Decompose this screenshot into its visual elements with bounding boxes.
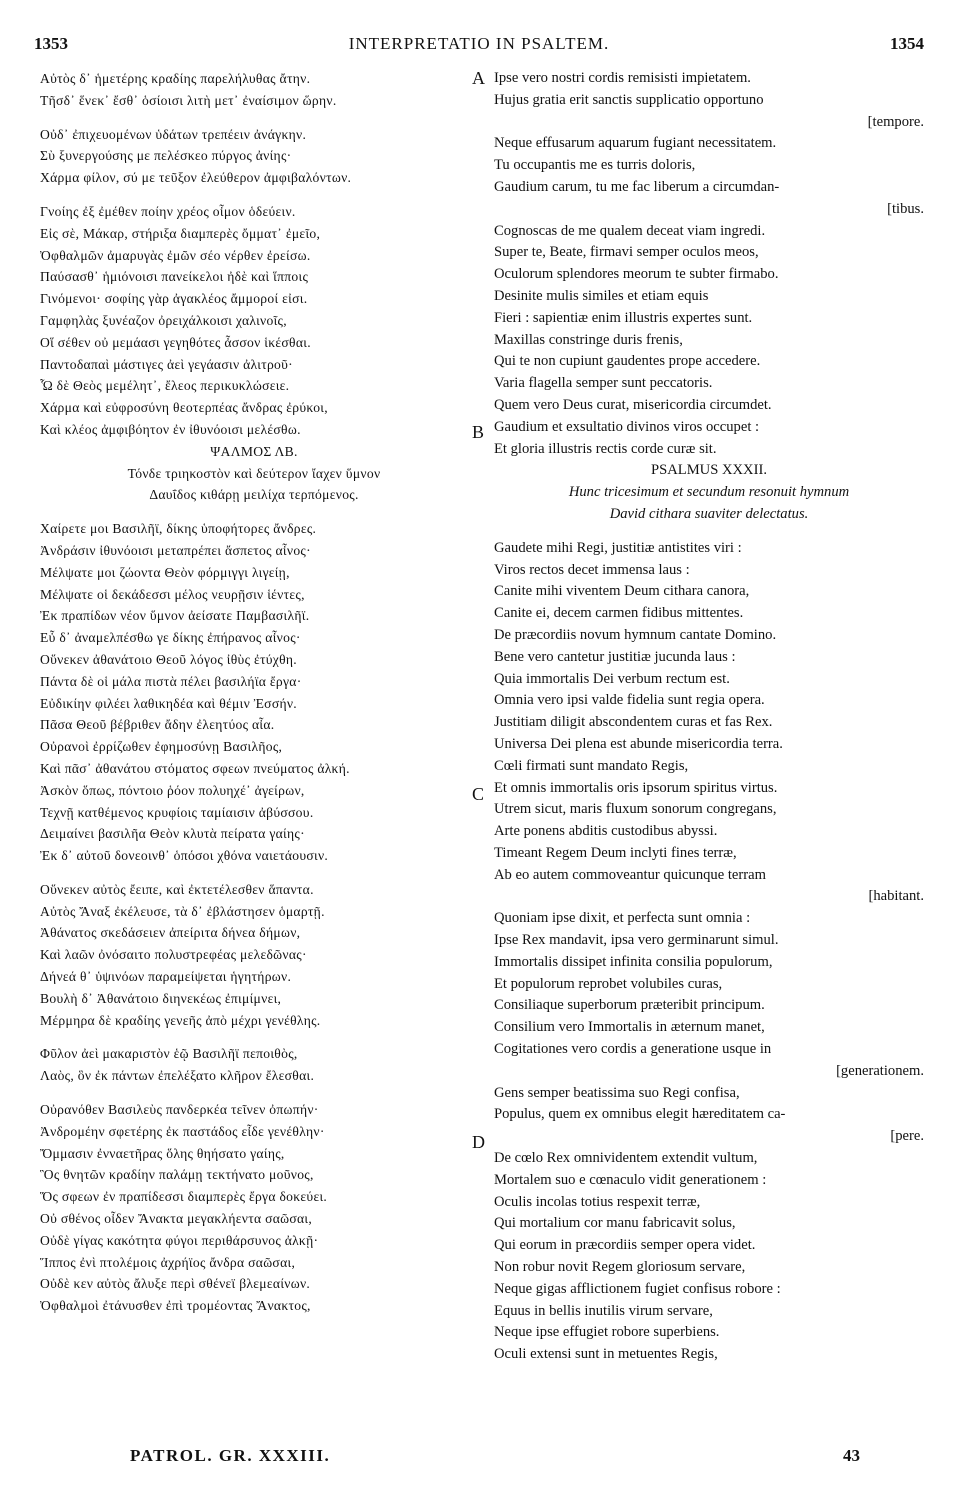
right-line: Universa Dei plena est abunde misericordia terra. (494, 735, 783, 752)
left-line: Παντοδαπαὶ μάστιγες ἀεὶ γεγάασιν ἀλιτροῦ· (40, 356, 293, 372)
right-line: Arte ponens abditis custodibus abyssi. (494, 823, 718, 840)
left-line: Σὺ ξυνεργούσης με πελέσκεο πύργος ἀνίης· (40, 148, 292, 164)
right-line: Qui mortalium cor manu fabricavit solus, (494, 1215, 736, 1232)
left-line: Οὐδὲ κεν αὐτὸς ἄλυξε περὶ σθένεϊ βλεμεαίνων. (40, 1276, 311, 1292)
right-line: Consilium vero Immortalis in æternum manet, (494, 1019, 765, 1036)
left-line: Εἰς σὲ, Μάκαρ, στήριξα διαμπερὲς ὄμματ᾽ ἐμεῖο, (40, 225, 321, 241)
right-line: Super te, Beate, firmavi semper oculos meos, (494, 244, 759, 261)
right-line: Bene vero cantetur justitiæ jucunda laus : (494, 648, 736, 665)
right-line: PSALMUS XXXII. (651, 462, 767, 479)
left-line: Οὐρανόθεν Βασιλεὺς πανδερκέα τεῖνεν ὀπωπήν· (40, 1102, 319, 1118)
left-line: Οὕνεκεν αὐτὸς ἔειπε, καὶ ἐκτετέλεσθεν ἅπαντα. (40, 881, 314, 897)
right-line: Gens semper beatissima suo Regi confisa, (494, 1084, 740, 1101)
running-title: INTERPRETATIO IN PSALTEM. (348, 34, 610, 53)
right-line: Qui eorum in præcordiis semper opera videt. (494, 1237, 756, 1254)
left-line: Ὅς σφεων ἐν πραπίδεσσι διαμπερὲς ἔργα δοκεύει. (40, 1189, 328, 1205)
page-number-left: 1353 (34, 34, 68, 53)
left-line: Πᾶσα Θεοῦ βέβριθεν ἄδην ἐλεητύος αἶα. (40, 717, 275, 733)
left-line: Εὖ δ᾽ ἀναμελπέσθω γε δίκης ἐπήρανος αἶνος· (40, 630, 301, 646)
right-line: [generationem. (836, 1062, 924, 1079)
left-line: Τόνδε τριηκοστὸν καὶ δεύτερον ἴαχεν ὕμνον (127, 465, 381, 481)
left-line: Οἵ σέθεν οὐ μεμάασι γεγηθότες ἆσσον ἱκέσθαι. (40, 334, 311, 350)
right-line: Cogitationes vero cordis a generatione usque in (494, 1041, 772, 1058)
right-line: Populus, quem ex omnibus elegit hæreditatem ca- (494, 1106, 786, 1123)
left-line (40, 867, 468, 879)
left-line: Ἀνδρομέην σφετέρης ἐκ παστάδος εἶδε γενέθλην· (40, 1123, 325, 1139)
page-header (34, 34, 924, 62)
footer-signature: PATROL. GR. XXXIII. (130, 1446, 331, 1465)
right-line: Justitiam diligit abscondentem curas et fas Rex. (494, 714, 773, 731)
right-line: Quia immortalis Dei verbum rectum est. (494, 670, 730, 687)
right-line: Consiliaque superborum præteribit principum. (494, 997, 765, 1014)
left-line: Ὄμμασιν ἐνναετῆρας ὅλης θηήσατο γαίης, (40, 1145, 285, 1161)
left-line: Εὐδικίην φιλέει λαθικηδέα καὶ θέμιν Ἐσσήν. (40, 695, 297, 711)
right-line: Gaudete mihi Regi, justitiæ antistites viri : (494, 539, 742, 556)
side-marker-a: A (472, 68, 485, 88)
left-line: Μέλψατε οἱ δεκάδεσσι μέλος νευρῇσιν ἱέντες, (40, 586, 305, 602)
left-line: Χαίρετε μοι Βασιλῆϊ, δίκης ὑποφήτορες ἄνδρες. (40, 521, 317, 537)
right-line: Canite ei, decem carmen fidibus mittentes. (494, 605, 744, 622)
right-line: Et gloria illustris rectis corde curæ sit. (494, 440, 717, 457)
left-line: Τεχνῇ κατθέμενος κρυφίοις ταμίαισιν ἀβύσσου. (40, 804, 314, 820)
right-line: Et omnis immortalis oris ipsorum spiritus virtus. (494, 779, 778, 796)
left-line: Οὕνεκεν ἀθανάτοιο Θεοῦ λόγος ἰθὺς ἐτύχθη. (40, 651, 298, 667)
left-line: Ὃς θνητῶν κραδίην παλάμῃ τεκτήνατο μοῦνος, (40, 1167, 314, 1183)
right-line: Hujus gratia erit sanctis supplicatio opportuno (494, 91, 764, 108)
right-line: Utrem sicut, maris fluxum sonorum congregans, (494, 801, 777, 818)
right-line: Ab eo autem commoveantur quicunque terram (494, 866, 766, 883)
right-line: Canite mihi viventem Deum cithara canora, (494, 583, 750, 600)
left-line: Γινόμενοι· σοφίης γὰρ ἀγακλέος ἄμμοροί εἰσι. (40, 291, 308, 307)
right-line: [tempore. (867, 113, 924, 130)
page-footer (34, 1446, 924, 1476)
left-line: Λαὸς, ὃν ἐκ πάντων ἐπελέξατο κλῆρον ἔλεσθαι. (40, 1068, 315, 1084)
left-line: Δήνεά θ᾽ ὑψινόων παραμείψεται ἡγητήρων. (40, 969, 292, 985)
right-line: Neque ipse effugiet robore superbiens. (494, 1324, 720, 1341)
right-line: Immortalis dissipet infinita consilia populorum, (494, 953, 773, 970)
left-line: Οὐδ᾽ ἐπιχευομένων ὑδάτων τρεπέειν ἀνάγκην. (40, 126, 307, 142)
left-line (40, 1087, 468, 1099)
footer-sheet-number: 43 (843, 1446, 860, 1465)
right-line: Ipse vero nostri cordis remisisti impietatem. (494, 70, 751, 86)
right-line: Quem vero Deus curat, misericordia circumdet. (494, 396, 772, 413)
right-line: Hunc tricesimum et secundum resonuit hymnum (568, 484, 850, 501)
right-line: Equus in bellis inutilis virum servare, (494, 1302, 713, 1319)
right-line: De præcordiis novum hymnum cantate Domino. (494, 626, 777, 643)
side-marker-b: B (472, 422, 485, 442)
left-line: Μέρμηρα δὲ κραδίης γενεῆς ἀπὸ μέχρι γενέθλης. (40, 1012, 321, 1028)
left-line: Γαμφηλὰς ξυνέαζον ὀρειχάλκοισι χαλινοῖς, (40, 312, 287, 328)
side-marker-c: C (472, 784, 485, 804)
right-line: Quoniam ipse dixit, et perfecta sunt omnia : (494, 910, 751, 927)
left-line: Ὧ δὲ Θεὸς μεμέλητ᾽, ἔλεος περικυκλώσειε. (40, 378, 290, 394)
left-line (40, 112, 468, 124)
left-line: Φῦλον ἀεὶ μακαριστὸν ἑῷ Βασιλῆϊ πεποιθὸς, (40, 1046, 298, 1062)
left-line: Οὐρανοὶ ἐρρίζωθεν ἐφημοσύνῃ Βασιλῆος, (40, 739, 283, 755)
left-line: Οὐ σθένος οἶδεν Ἄνακτα μεγακλήεντα σαῶσαι, (40, 1211, 313, 1227)
left-line: Ἀσκὸν ὅπως, πόντοιο ῥόον πολυηχέ᾽ ἀγείρων, (40, 782, 305, 798)
left-line: Ὀφθαλμοὶ ἐτάνυσθεν ἐπὶ τρομέοντας Ἄνακτος, (40, 1298, 311, 1314)
left-line (40, 189, 468, 201)
left-line: Ἐκ πραπίδων νέον ὕμνον ἀείσατε Παμβασιλῆϊ. (40, 608, 310, 624)
left-line: Βουλὴ δ᾽ Ἀθανάτοιο διηνεκέως ἐπιμίμνει, (40, 990, 282, 1006)
left-line: Χάρμα φίλον, σύ με τεῦξον ἐλεύθερον ἀμφιβαλόντων. (40, 170, 352, 186)
right-line: Viros rectos decet immensa laus : (494, 561, 690, 578)
left-line: Τῆσδ᾽ ἕνεκ᾽ ἔσθ᾽ ὁσίοισι λιτὴ μετ᾽ ἐναίσιμον ὥρην. (40, 92, 337, 108)
left-line: Χάρμα καὶ εὐφροσύνη θεοτερπέας ἄνδρας ἐρύκοι, (40, 400, 328, 416)
right-line: Gaudium et exsultatio divinos viros occupet : (494, 418, 760, 435)
left-line (40, 1031, 468, 1043)
latin-column (494, 68, 924, 1366)
right-line: Qui te non cupiunt gaudentes prope accedere. (494, 353, 761, 370)
greek-column (40, 68, 468, 1317)
left-line: Ὀφθαλμῶν ἀμαρυγὰς ἐμῶν σέο νέρθεν ἐρείσω. (40, 247, 311, 263)
left-line: Αὐτὸς Ἄναξ ἐκέλευσε, τὰ δ᾽ ἐβλάστησεν ὁμαρτῇ. (40, 903, 325, 919)
left-line: Αὐτὸς δ᾽ ἡμετέρης κραδίης παρελήλυθας ἄτην. (40, 71, 311, 86)
page-number-right: 1354 (890, 34, 924, 53)
right-line: [pere. (890, 1128, 924, 1145)
left-line (40, 506, 468, 518)
right-line: Et populorum reprobet volubiles curas, (494, 975, 723, 992)
right-line: Tu occupantis me es turris doloris, (494, 157, 696, 174)
left-line: Καὶ πᾶσ᾽ ἀθανάτου στόματος σφεων πνεύματος ἀλκή. (40, 760, 350, 776)
right-line: Cœli firmati sunt mandato Regis, (494, 757, 689, 774)
left-line: Καὶ κλέος ἀμφιβόητον ἐν ἰθυνόοισι μελέσθω. (40, 421, 301, 437)
left-line: Ἀνδράσιν ἰθυνόοισι μεταπρέπει ἄσπετος αἶνος· (40, 542, 311, 558)
right-line: Gaudium carum, tu me fac liberum a circumdan- (494, 178, 780, 195)
right-line: Desinite mulis similes et etiam equis (494, 287, 709, 304)
right-line: Oculis incolas totius respexit terræ, (494, 1193, 701, 1210)
right-line: Mortalem suo e cœnaculo vidit generationem : (494, 1171, 767, 1188)
left-line: Δαυΐδος κιθάρῃ μειλίχα τερπόμενος. (149, 487, 359, 503)
right-line: David cithara suaviter delectatus. (609, 505, 809, 522)
left-line: Ἵππος ἐνὶ πτολέμοις ἀχρήϊος ἄνδρα σαῶσαι, (40, 1254, 296, 1270)
right-line: Neque gigas afflictionem fugiet confisus robore : (494, 1280, 781, 1297)
right-line: Cognoscas de me qualem deceat viam ingredi. (494, 222, 766, 239)
left-line: Καὶ λαῶν ὀνόσαιτο πολυστρεφέας μελεδῶνας· (40, 947, 307, 963)
left-line: Οὐδὲ γίγας κακότητα φύγοι περιθάρσυνος ἀλκῇ· (40, 1232, 319, 1248)
right-line: Oculorum splendores meorum te subter firmabo. (494, 266, 779, 283)
left-line: Ἀθάνατος σκεδάσειεν ἀπείριτα δήνεα δήμων, (40, 925, 301, 941)
right-line: Timeant Regem Deum inclyti fines terræ, (494, 844, 737, 861)
right-line: De cœlo Rex omnividentem extendit vultum, (494, 1150, 758, 1167)
left-line: Μέλψατε μοι ζώοντα Θεὸν φόρμιγγι λιγείῃ, (40, 564, 290, 580)
right-line: Non robur novit Regem gloriosum servare, (494, 1259, 746, 1276)
left-line: Πάντα δὲ οἱ μάλα πιστὰ πέλει βασιλήϊα ἔργα· (40, 673, 302, 689)
left-line: Δειμαίνει βασιλῆα Θεὸν κλυτὰ πείρατα γαίης· (40, 826, 305, 842)
right-line: Neque effusarum aquarum fugiant necessitatem. (494, 135, 777, 152)
side-marker-d: D (472, 1132, 485, 1152)
left-line: Γνοίης ἐξ ἐμέθεν ποίην χρέος οἶμον ὁδεύειν. (40, 203, 296, 219)
left-line: Παύσασθ᾽ ἡμιόνοισι πανείκελοι ἠδὲ καὶ ἵπποις (40, 269, 309, 285)
right-line (494, 526, 924, 538)
right-line: Oculi extensi sunt in metuentes Regis, (494, 1346, 718, 1363)
right-line: Varia flagella semper sunt peccatoris. (494, 375, 713, 392)
right-line: Ipse Rex mandavit, ipsa vero germinarunt simul. (494, 932, 779, 949)
right-line: Maxillas constringe duris frenis, (494, 331, 683, 348)
right-line: [tibus. (887, 200, 924, 217)
right-line: [habitant. (868, 888, 924, 905)
right-line: Omnia vero ipsi valde fidelia sunt regia opera. (494, 692, 765, 709)
right-line: Fieri : sapientiæ enim illustris expertes sunt. (494, 309, 753, 326)
left-line: ΨΑΛΜΟΣ ΛΒ. (210, 443, 298, 459)
left-line: Ἐκ δ᾽ αὐτοῦ δονεοινθ᾽ ὁπόσοι χθόνα ναιετάουσιν. (40, 848, 329, 864)
